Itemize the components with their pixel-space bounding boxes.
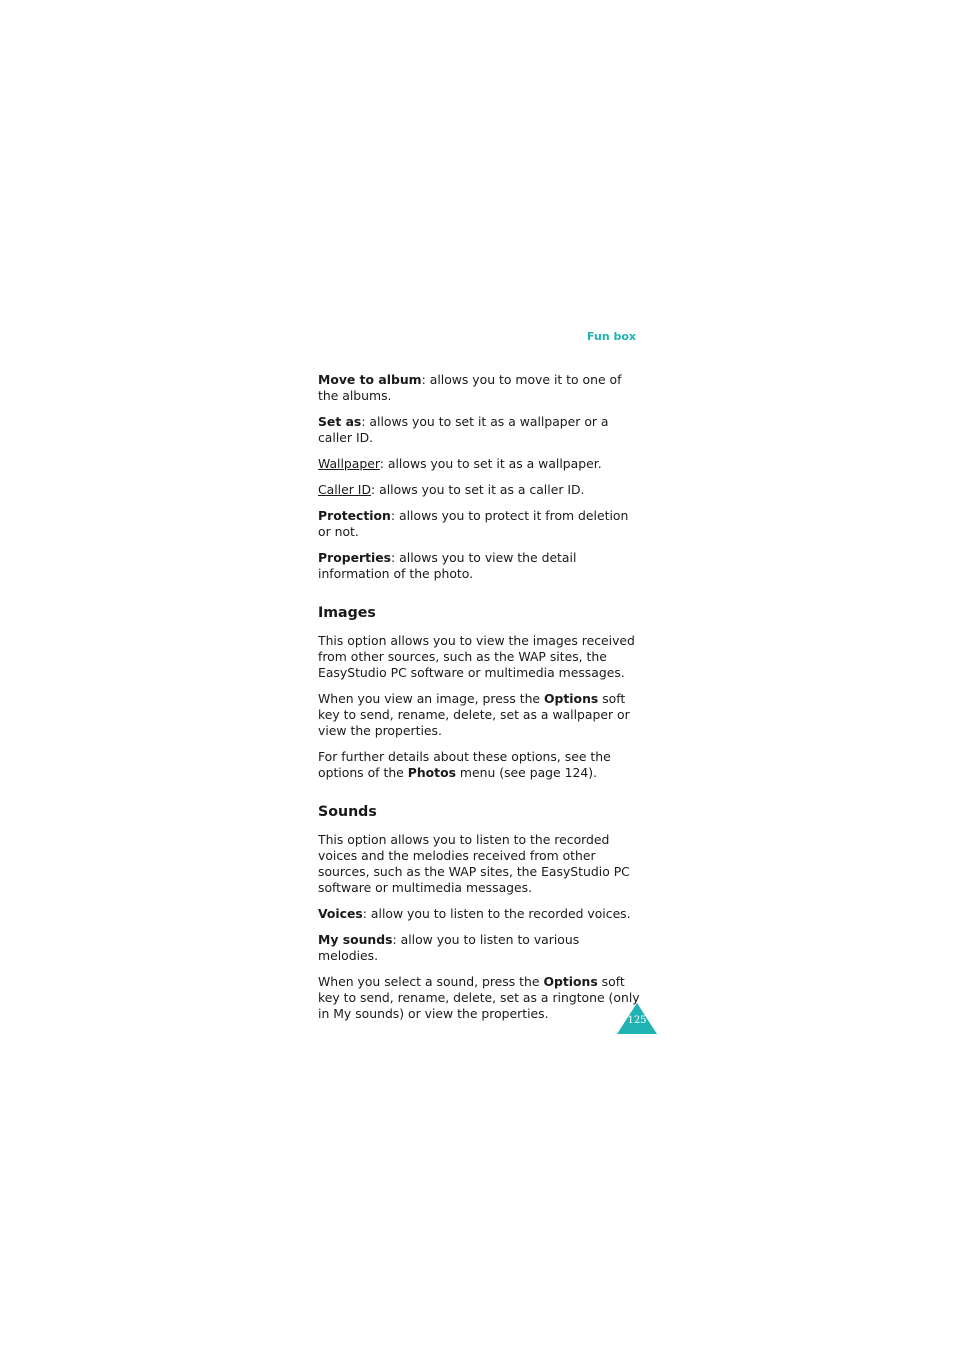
text-run-bold: Options: [543, 974, 598, 989]
text-run: When you view an image, press the: [318, 691, 544, 706]
item-label: Move to album: [318, 372, 422, 387]
images-paragraph: [318, 749, 640, 781]
page-number: 125: [627, 1015, 647, 1026]
text-run: When you select a sound, press the: [318, 974, 544, 989]
item-label: Wallpaper: [318, 456, 380, 471]
item-desc: : allow you to listen to various melodies.: [318, 932, 580, 963]
images-paragraph: This option allows you to view the images received from other sources, such as the WAP sites, the EasyStudio PC software or multimedia messages.: [318, 633, 635, 680]
item-label: Voices: [318, 906, 363, 921]
text-run-bold: Photos: [407, 765, 456, 780]
text-run: soft key to send, rename, delete, set as a ringtone (only in My sounds) or view the properties.: [318, 974, 640, 1021]
item-desc: : allow you to listen to the recorded voices.: [362, 906, 631, 921]
item-label: Set as: [318, 414, 362, 429]
text-run: soft key to send, rename, delete, set as a wallpaper or view the properties.: [318, 691, 630, 738]
sounds-paragraph: This option allows you to listen to the recorded voices and the melodies received from other sources, such as the WAP sites, the EasyStudio PC software or multimedia messages.: [318, 832, 630, 895]
caller-id-item: [318, 482, 640, 498]
item-desc: : allows you to set it as a wallpaper.: [379, 456, 602, 471]
set-as-item: [318, 414, 640, 446]
page-number-badge: [617, 1003, 657, 1034]
move-to-album-item: [318, 372, 640, 404]
item-label: Protection: [318, 508, 391, 523]
my-sounds-item: [318, 932, 640, 964]
sounds-paragraph: [318, 974, 640, 1022]
text-run: menu (see page 124).: [455, 765, 598, 780]
item-desc: : allows you to set it as a wallpaper or a caller ID.: [318, 414, 609, 445]
images-heading: Images: [318, 605, 376, 621]
item-desc: : allows you to protect it from deletion or not.: [318, 508, 629, 539]
item-desc: : allows you to set it as a caller ID.: [370, 482, 585, 497]
sounds-heading: Sounds: [318, 804, 377, 820]
wallpaper-item: [318, 456, 640, 472]
properties-item: [318, 550, 640, 582]
page-content: [318, 372, 640, 1032]
item-label: My sounds: [318, 932, 393, 947]
item-desc: : allows you to view the detail information of the photo.: [318, 550, 577, 581]
text-run-bold: Options: [543, 691, 599, 706]
item-desc: : allows you to move it to one of the albums.: [318, 372, 622, 403]
text-run: For further details about these options, see the options of the: [318, 749, 611, 780]
protection-item: [318, 508, 640, 540]
item-label: Properties: [318, 550, 392, 565]
item-label: Caller ID: [318, 482, 371, 497]
section-header: Fun box: [587, 330, 636, 343]
images-paragraph: [318, 691, 640, 739]
voices-item: [318, 906, 640, 922]
